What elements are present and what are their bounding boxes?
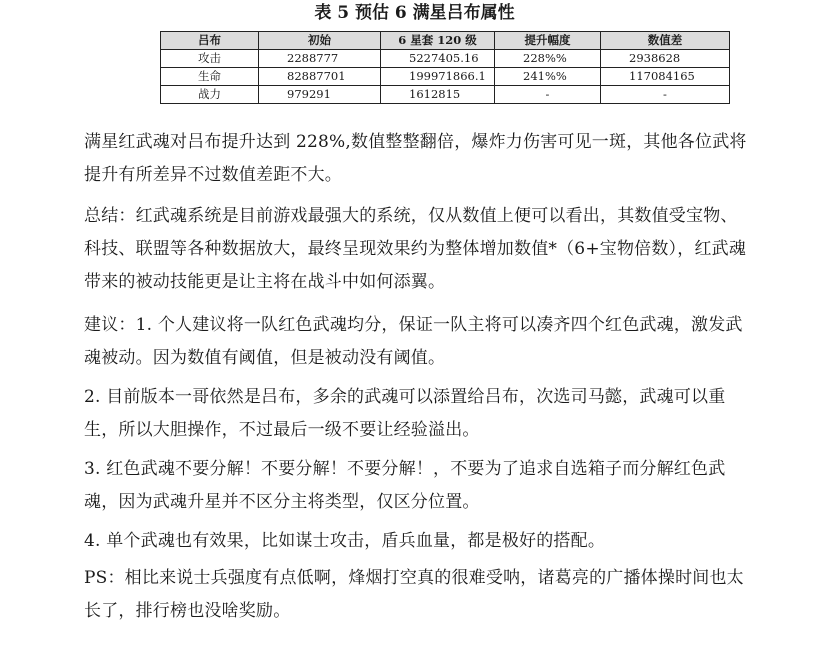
cell-increase: 228%%	[495, 50, 601, 68]
row-label: 生命	[161, 68, 259, 86]
header-6star: 6 星套 120 级	[381, 32, 495, 50]
header-increase: 提升幅度	[495, 32, 601, 50]
cell-difference: 117084165	[601, 68, 730, 86]
cell-difference: 2938628	[601, 50, 730, 68]
paragraph-suggestion-1: 建议：1. 个人建议将一队红色武魂均分，保证一队主将可以凑齐四个红色武魂，激发武魂被动。因为数值有阈值，但是被动没有阈值。	[84, 315, 743, 368]
paragraph-summary-intro: 满星红武魂对吕布提升达到 228%,数值整整翻倍，爆炸力伤害可见一斑，其他各位武将提升有所差异不过数值差距不大。	[84, 132, 747, 185]
table-caption: 表 5 预估 6 满星吕布属性	[314, 3, 515, 23]
cell-6star: 1612815	[381, 86, 495, 104]
cell-6star: 5227405.16	[381, 50, 495, 68]
stats-table	[160, 31, 730, 104]
cell-initial: 2288777	[259, 50, 381, 68]
row-label: 战力	[161, 86, 259, 104]
table-row	[161, 68, 730, 86]
row-label: 攻击	[161, 50, 259, 68]
paragraph-ps: PS：相比来说士兵强度有点低啊，烽烟打空真的很难受呐，诸葛亮的广播体操时间也太长了，排行榜也没啥奖励。	[84, 568, 744, 621]
header-hero: 吕布	[161, 32, 259, 50]
paragraph-suggestion-4: 4. 单个武魂也有效果，比如谋士攻击，盾兵血量，都是极好的搭配。	[84, 531, 606, 551]
header-difference: 数值差	[601, 32, 730, 50]
cell-initial: 82887701	[259, 68, 381, 86]
paragraph-suggestion-2: 2. 目前版本一哥依然是吕布，多余的武魂可以添置给吕布，次选司马懿，武魂可以重生，所以大胆操作，不过最后一级不要让经验溢出。	[84, 387, 726, 440]
cell-6star: 199971866.1	[381, 68, 495, 86]
cell-increase: 241%%	[495, 68, 601, 86]
cell-difference: -	[601, 86, 730, 104]
cell-increase: -	[495, 86, 601, 104]
cell-initial: 979291	[259, 86, 381, 104]
header-initial: 初始	[259, 32, 381, 50]
table-row	[161, 86, 730, 104]
table-header-row	[161, 32, 730, 50]
paragraph-conclusion: 总结：红武魂系统是目前游戏最强大的系统，仅从数值上便可以看出，其数值受宝物、科技、联盟等各种数据放大，最终呈现效果约为整体增加数值*（6+宝物倍数），红武魂带来的被动技能更是让主将在战斗中如何添翼。	[84, 206, 747, 292]
table-row	[161, 50, 730, 68]
paragraph-suggestion-3: 3. 红色武魂不要分解！不要分解！不要分解！，不要为了追求自选箱子而分解红色武魂，因为武魂升星并不区分主将类型，仅区分位置。	[84, 459, 726, 512]
